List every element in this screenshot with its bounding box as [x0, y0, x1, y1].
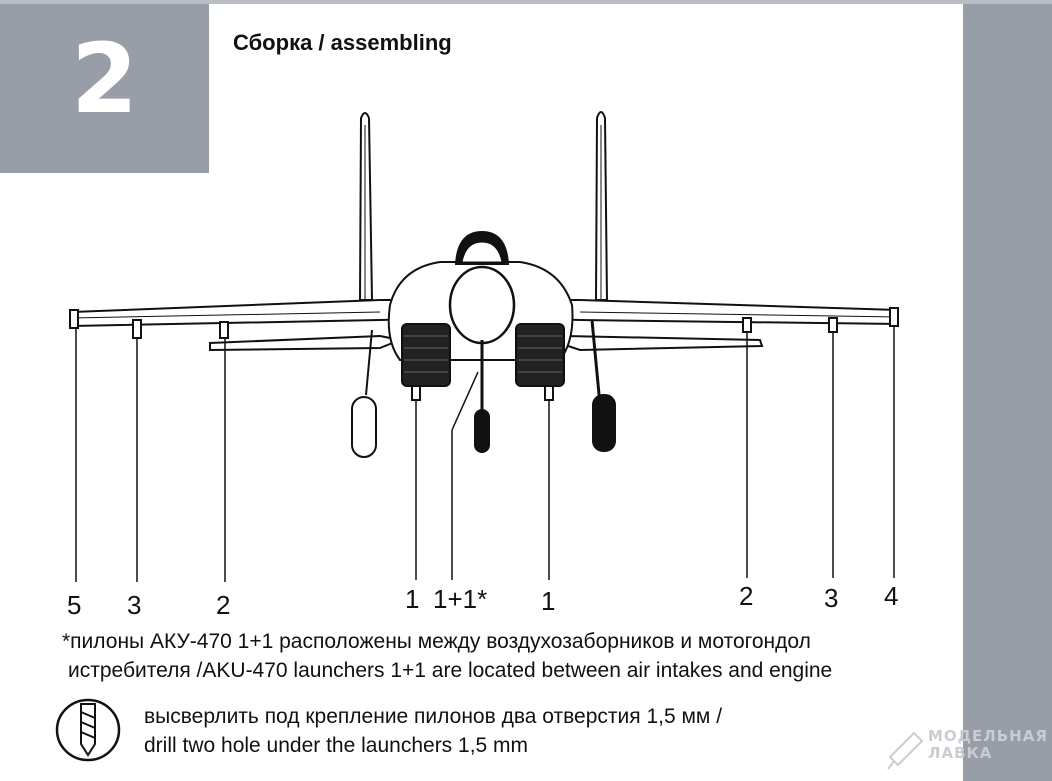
left-wing	[72, 300, 440, 326]
nose-radome	[450, 267, 514, 343]
nose-gear-wheel	[475, 410, 489, 452]
watermark-line-2: ЛАВКА	[928, 744, 993, 762]
pylon-label-4: 4	[884, 581, 899, 611]
right-intake	[516, 324, 564, 386]
pylon-label-1-right: 1	[541, 586, 556, 616]
drill-instruction-line-2: drill two hole under the launchers 1,5 mm	[144, 734, 529, 757]
watermark-text	[928, 728, 1048, 762]
right-wing	[520, 300, 896, 324]
step-title: Сборка / assembling	[233, 30, 452, 55]
left-intake	[402, 324, 450, 386]
drop-tank	[352, 397, 376, 457]
launcher-note	[62, 627, 942, 685]
pylon-label-1plus1: 1+1*	[433, 584, 488, 614]
step-number: 2	[71, 23, 138, 135]
pylon-label-3-right: 3	[824, 583, 839, 613]
drill-instruction-line-1: высверлить под крепление пилонов два отверстия 1,5 мм /	[144, 705, 723, 728]
right-main-wheel	[593, 395, 615, 451]
pylon-label-5: 5	[67, 590, 82, 620]
pylon-label-2-left: 2	[216, 590, 231, 620]
right-wingtip-launcher	[890, 308, 898, 326]
launcher-note-line-1: *пилоны АКУ-470 1+1 расположены между воздухозаборников и мотогондол	[62, 630, 811, 653]
left-wingtip-launcher	[70, 310, 78, 328]
drill-icon	[57, 700, 119, 760]
launcher-note-line-2: истребителя /AKU-470 launchers 1+1 are located between air intakes and engine	[68, 659, 833, 682]
drill-instruction	[144, 702, 722, 760]
left-tail-fin	[360, 113, 372, 300]
pylon-label-1-left: 1	[405, 584, 420, 614]
pylon-label-2-right: 2	[739, 581, 754, 611]
watermark-line-1: МОДЕЛЬНАЯ	[928, 727, 1048, 745]
pylon-label-3-left: 3	[127, 590, 142, 620]
